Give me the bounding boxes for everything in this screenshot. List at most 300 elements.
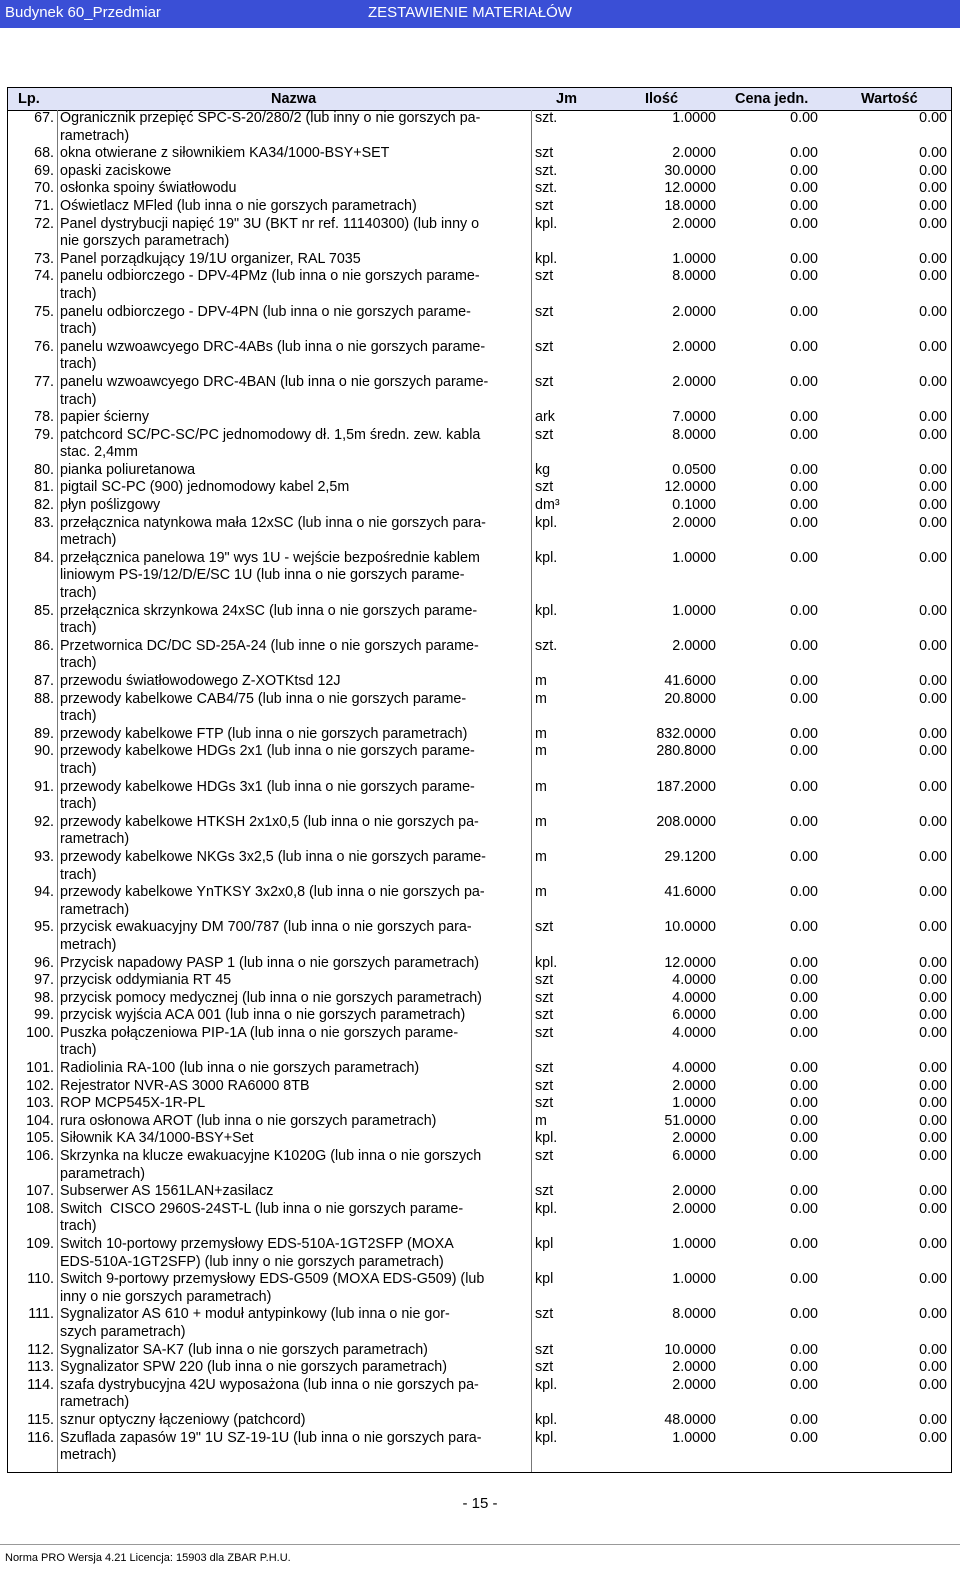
row-unit-price: 0.00 [790,673,818,690]
row-name: rura osłonowa AROT (lub inna o nie gorszych parametrach) [60,1112,437,1129]
table-row [8,110,951,145]
row-quantity: 2.0000 [672,514,716,531]
row-unit-price: 0.00 [790,497,818,514]
row-name: ROP MCP545X-1R-PL [60,1095,206,1112]
row-quantity: 1.0000 [672,602,716,619]
row-unit: m [535,1112,547,1129]
row-lp: 84. [34,549,54,566]
table-row [8,515,951,550]
row-quantity: 187.2000 [656,778,716,795]
row-unit-price: 0.00 [790,1411,818,1428]
row-unit-price: 0.00 [790,514,818,531]
table-row [8,726,951,744]
row-value: 0.00 [919,1271,947,1288]
row-name: okna otwierane z siłownikiem KA34/1000-BSY+SET [60,145,390,162]
row-lp: 100. [26,1024,54,1041]
row-unit: m [535,848,547,865]
table-row [8,972,951,990]
table-row [8,779,951,814]
row-name: przewodu światłowodowego Z-XOTKtsd 12J [60,673,341,690]
row-quantity: 2.0000 [672,1200,716,1217]
table-row [8,1359,951,1377]
row-value: 0.00 [919,1095,947,1112]
table-row [8,409,951,427]
row-lp: 76. [34,338,54,355]
row-value: 0.00 [919,1376,947,1393]
row-quantity: 4.0000 [672,1060,716,1077]
row-unit-price: 0.00 [790,1429,818,1446]
row-name: przewody kabelkowe CAB4/75 (lub inna o nie gorszych parame- trach) [60,690,467,725]
document-title: ZESTAWIENIE MATERIAŁÓW [368,4,572,21]
row-value: 0.00 [919,1411,947,1428]
row-value: 0.00 [919,373,947,390]
row-name: Rejestrator NVR-AS 3000 RA6000 8TB [60,1077,310,1094]
row-quantity: 2.0000 [672,1359,716,1376]
row-lp: 82. [34,497,54,514]
table-row [8,1306,951,1341]
row-value: 0.00 [919,1306,947,1323]
row-value: 0.00 [919,743,947,760]
row-value: 0.00 [919,725,947,742]
footer-text: Norma PRO Wersja 4.21 Licencja: 15903 dla ZBAR P.H.U. [5,1552,291,1564]
row-name: szafa dystrybucyjna 42U wyposażona (lub inna o nie gorszych pa- rametrach) [60,1376,479,1411]
row-name: papier ścierny [60,409,149,426]
row-value: 0.00 [919,426,947,443]
row-lp: 106. [26,1148,54,1165]
table-row [8,304,951,339]
row-unit: szt [535,1024,554,1041]
table-row [8,1342,951,1360]
materials-table [7,87,952,1473]
row-name: panelu wzwoawcyego DRC-4ABs (lub inna o nie gorszych parame- trach) [60,338,486,373]
row-quantity: 4.0000 [672,1024,716,1041]
col-name: Nazwa [271,91,317,107]
row-unit: m [535,813,547,830]
row-unit: szt [535,1007,554,1024]
row-name: Sygnalizator SPW 220 (lub inna o nie gorszych parametrach) [60,1359,448,1376]
row-value: 0.00 [919,1200,947,1217]
row-quantity: 208.0000 [656,813,716,830]
row-unit-price: 0.00 [790,778,818,795]
row-name: panelu wzwoawcyego DRC-4BAN (lub inna o nie gorszych parame- trach) [60,373,489,408]
row-quantity: 2.0000 [672,1130,716,1147]
row-lp: 86. [34,637,54,654]
row-lp: 108. [26,1200,54,1217]
table-row [8,1201,951,1236]
row-lp: 111. [28,1306,54,1323]
row-value: 0.00 [919,1077,947,1094]
table-row [8,990,951,1008]
row-name: Panel porządkujący 19/1U organizer, RAL 7035 [60,250,361,267]
row-unit-price: 0.00 [790,1112,818,1129]
row-quantity: 2.0000 [672,303,716,320]
row-quantity: 12.0000 [664,954,716,971]
row-quantity: 30.0000 [664,162,716,179]
row-unit: szt [535,426,554,443]
row-unit: szt. [535,162,558,179]
row-unit: szt [535,145,554,162]
row-quantity: 4.0000 [672,972,716,989]
row-lp: 90. [34,743,54,760]
table-row [8,955,951,973]
row-quantity: 1.0000 [672,1095,716,1112]
row-name: osłonka spoiny światłowodu [60,180,237,197]
row-quantity: 2.0000 [672,145,716,162]
row-unit-price: 0.00 [790,549,818,566]
row-name: Siłownik KA 34/1000-BSY+Set [60,1130,254,1147]
row-unit-price: 0.00 [790,1306,818,1323]
row-unit-price: 0.00 [790,180,818,197]
row-quantity: 2.0000 [672,215,716,232]
row-unit-price: 0.00 [790,1148,818,1165]
row-unit-price: 0.00 [790,110,818,126]
row-name: Switch CISCO 2960S-24ST-L (lub inna o nie gorszych parame- trach) [60,1200,464,1235]
row-unit: szt [535,1341,554,1358]
col-qty: Ilość [645,91,679,107]
row-value: 0.00 [919,303,947,320]
row-lp: 81. [34,479,54,496]
row-lp: 67. [34,110,54,126]
table-row [8,145,951,163]
row-name: przewody kabelkowe YnTKSY 3x2x0,8 (lub inna o nie gorszych pa- rametrach) [60,884,485,918]
row-unit-price: 0.00 [790,954,818,971]
row-name: przycisk ewakuacyjny DM 700/787 (lub inna o nie gorszych para- metrach) [60,919,472,953]
row-name: Switch 10-portowy przemysłowy EDS-510A-1GT2SFP (MOXA EDS-510A-1GT2SFP) (lub inny o nie gorszych parametrach) [60,1236,454,1270]
row-unit-price: 0.00 [790,250,818,267]
row-quantity: 8.0000 [672,426,716,443]
row-lp: 89. [34,725,54,742]
row-quantity: 2.0000 [672,338,716,355]
row-unit: szt. [535,180,558,197]
row-name: patchcord SC/PC-SC/PC jednomodowy dł. 1,5m średn. zew. kabla stac. 2,4mm [60,426,481,461]
table-row [8,1148,951,1183]
row-quantity: 0.1000 [672,497,716,514]
row-name: Sygnalizator AS 610 + moduł antypinkowy (lub inna o nie gor- szych parametrach) [60,1306,450,1340]
row-lp: 80. [34,461,54,478]
table-row [8,814,951,849]
row-value: 0.00 [919,989,947,1006]
row-lp: 114. [27,1376,54,1393]
row-value: 0.00 [919,162,947,179]
row-unit: szt. [535,637,558,654]
row-lp: 96. [34,954,54,971]
table-row [8,884,951,919]
row-name: panelu odbiorczego - DPV-4PMz (lub inna o nie gorszych parame- trach) [60,268,480,302]
row-value: 0.00 [919,673,947,690]
row-lp: 69. [34,162,54,179]
row-quantity: 7.0000 [672,409,716,426]
row-unit-price: 0.00 [790,268,818,285]
row-name: Puszka połączeniowa PIP-1A (lub inna o nie gorszych parame- trach) [60,1024,459,1059]
row-unit: szt [535,479,554,496]
row-lp: 113. [27,1359,54,1376]
row-unit-price: 0.00 [790,303,818,320]
row-quantity: 1.0000 [672,549,716,566]
row-name: Radiolinia RA-100 (lub inna o nie gorszych parametrach) [60,1060,420,1077]
row-quantity: 280.8000 [656,743,716,760]
table-row [8,339,951,374]
row-unit: szt [535,268,554,285]
row-lp: 99. [34,1007,54,1024]
row-value: 0.00 [919,602,947,619]
col-lp: Lp. [18,91,40,107]
table-row [8,1236,951,1271]
row-quantity: 20.8000 [664,690,716,707]
row-name: pianka poliuretanowa [60,461,196,478]
row-unit: m [535,884,547,901]
row-quantity: 2.0000 [672,373,716,390]
row-unit-price: 0.00 [790,743,818,760]
row-lp: 93. [34,848,54,865]
table-row [8,427,951,462]
row-unit-price: 0.00 [790,1007,818,1024]
row-quantity: 41.6000 [664,884,716,901]
table-row [8,198,951,216]
row-unit: m [535,778,547,795]
row-lp: 91. [34,778,54,795]
row-unit-price: 0.00 [790,1024,818,1041]
table-row [8,268,951,303]
row-lp: 95. [34,919,54,936]
row-unit-price: 0.00 [790,373,818,390]
table-row [8,251,951,269]
row-name: Skrzynka na klucze ewakuacyjne K1020G (lub inna o nie gorszych parametrach) [60,1148,482,1182]
row-name: przewody kabelkowe FTP (lub inna o nie gorszych parametrach) [60,725,468,742]
row-quantity: 2.0000 [672,1376,716,1393]
row-value: 0.00 [919,690,947,707]
row-value: 0.00 [919,1341,947,1358]
table-row [8,1078,951,1096]
row-unit-price: 0.00 [790,1095,818,1112]
row-lp: 88. [34,690,54,707]
table-row [8,1060,951,1078]
row-lp: 98. [34,989,54,1006]
row-value: 0.00 [919,197,947,214]
row-value: 0.00 [919,215,947,232]
row-lp: 94. [34,884,54,901]
row-unit: kpl. [535,549,558,566]
row-name: Panel dystrybucji napięć 19" 3U (BKT nr ref. 11140300) (lub inny o nie gorszych parametrach) [60,215,480,250]
table-header [8,88,951,111]
row-value: 0.00 [919,549,947,566]
table-row [8,1095,951,1113]
row-lp: 101. [26,1060,54,1077]
row-unit-price: 0.00 [790,972,818,989]
row-quantity: 4.0000 [672,989,716,1006]
row-name: Oświetlacz MFled (lub inna o nie gorszych parametrach) [60,197,417,214]
table-row [8,849,951,884]
row-lp: 105. [26,1130,54,1147]
row-value: 0.00 [919,637,947,654]
row-value: 0.00 [919,338,947,355]
row-unit: kpl. [535,1429,558,1446]
row-unit: m [535,725,547,742]
row-lp: 74. [34,268,54,285]
row-lp: 85. [34,602,54,619]
table-row [8,603,951,638]
row-quantity: 1.0000 [672,110,716,126]
row-quantity: 832.0000 [656,725,716,742]
table-row [8,919,951,954]
row-name: przełącznica skrzynkowa 24xSC (lub inna o nie gorszych parame- trach) [60,602,478,637]
row-lp: 70. [34,180,54,197]
row-value: 0.00 [919,778,947,795]
row-unit: m [535,743,547,760]
row-value: 0.00 [919,497,947,514]
row-quantity: 18.0000 [664,197,716,214]
document-name: Budynek 60_Przedmiar [5,4,161,21]
row-lp: 75. [34,303,54,320]
row-unit-price: 0.00 [790,461,818,478]
row-unit: szt [535,972,554,989]
row-unit: kpl. [535,1200,558,1217]
table-row [8,550,951,603]
row-value: 0.00 [919,1429,947,1446]
row-unit: kg [535,461,551,478]
row-unit: kpl. [535,1376,558,1393]
row-unit: kpl. [535,602,558,619]
row-unit-price: 0.00 [790,162,818,179]
row-unit: ark [535,409,555,426]
row-unit: szt [535,1359,554,1376]
row-name: przewody kabelkowe HDGs 3x1 (lub inna o nie gorszych parame- trach) [60,778,475,813]
table-row [8,673,951,691]
row-quantity: 12.0000 [664,180,716,197]
row-quantity: 2.0000 [672,637,716,654]
row-name: Subserwer AS 1561LAN+zasilacz [60,1183,274,1200]
row-lp: 87. [34,673,54,690]
row-unit-price: 0.00 [790,197,818,214]
table-body [8,110,951,1465]
row-quantity: 12.0000 [664,479,716,496]
table-row [8,1412,951,1430]
row-unit-price: 0.00 [790,1130,818,1147]
table-row [8,1430,951,1465]
row-lp: 102. [26,1077,54,1094]
row-quantity: 1.0000 [672,1271,716,1288]
row-unit: szt [535,1306,554,1323]
row-unit: dm³ [535,497,560,514]
row-unit-price: 0.00 [790,813,818,830]
row-value: 0.00 [919,1112,947,1129]
row-quantity: 6.0000 [672,1148,716,1165]
row-lp: 73. [34,250,54,267]
row-lp: 103. [26,1095,54,1112]
row-name: sznur optyczny łączeniowy (patchcord) [60,1411,306,1428]
row-unit-price: 0.00 [790,848,818,865]
row-quantity: 6.0000 [672,1007,716,1024]
row-unit-price: 0.00 [790,426,818,443]
row-name: płyn poślizgowy [60,497,161,514]
row-name: opaski zaciskowe [60,162,172,179]
row-unit: kpl. [535,1130,558,1147]
row-unit-price: 0.00 [790,409,818,426]
row-value: 0.00 [919,1130,947,1147]
row-lp: 92. [34,813,54,830]
row-unit-price: 0.00 [790,919,818,936]
row-unit-price: 0.00 [790,1341,818,1358]
table-row [8,180,951,198]
row-name: przycisk wyjścia ACA 001 (lub inna o nie gorszych parametrach) [60,1007,466,1024]
row-unit: m [535,673,547,690]
row-lp: 104. [26,1112,54,1129]
row-quantity: 1.0000 [672,1429,716,1446]
row-name: pigtail SC-PC (900) jednomodowy kabel 2,5m [60,479,350,496]
row-value: 0.00 [919,110,947,126]
row-lp: 78. [34,409,54,426]
row-unit-price: 0.00 [790,884,818,901]
row-name: panelu odbiorczego - DPV-4PN (lub inna o nie gorszych parame- trach) [60,303,471,338]
row-lp: 109. [26,1236,54,1253]
row-unit: szt [535,338,554,355]
row-unit-price: 0.00 [790,1271,818,1288]
row-quantity: 8.0000 [672,1306,716,1323]
row-value: 0.00 [919,514,947,531]
row-unit: szt [535,373,554,390]
row-name: przewody kabelkowe HDGs 2x1 (lub inna o nie gorszych parame- trach) [60,743,475,777]
row-unit-price: 0.00 [790,602,818,619]
row-lp: 68. [34,145,54,162]
table-row [8,743,951,778]
row-name: Przetwornica DC/DC SD-25A-24 (lub inne o nie gorszych parame- trach) [60,637,479,672]
row-name: Ogranicznik przepięć SPC-S-20/280/2 (lub inny o nie gorszych pa- rametrach) [60,110,481,144]
row-unit: szt [535,1060,554,1077]
row-name: przycisk pomocy medycznej (lub inna o nie gorszych parametrach) [60,989,482,1006]
row-unit: szt [535,1148,554,1165]
row-unit: szt [535,1183,554,1200]
row-quantity: 1.0000 [672,1236,716,1253]
row-unit: kpl. [535,514,558,531]
row-lp: 77. [34,373,54,390]
row-value: 0.00 [919,1236,947,1253]
row-unit: kpl. [535,1411,558,1428]
row-value: 0.00 [919,1007,947,1024]
row-name: Przycisk napadowy PASP 1 (lub inna o nie gorszych parametrach) [60,954,480,971]
row-quantity: 10.0000 [664,919,716,936]
row-unit-price: 0.00 [790,989,818,1006]
table-row [8,163,951,181]
table-row [8,1113,951,1131]
row-quantity: 8.0000 [672,268,716,285]
row-lp: 71. [34,197,54,214]
table-row [8,1183,951,1201]
row-unit: szt [535,1095,554,1112]
row-unit-price: 0.00 [790,1183,818,1200]
row-name: przełącznica natynkowa mała 12xSC (lub inna o nie gorszych para- metrach) [60,514,486,549]
row-unit-price: 0.00 [790,1236,818,1253]
row-unit-price: 0.00 [790,1077,818,1094]
row-unit: kpl. [535,954,558,971]
row-value: 0.00 [919,919,947,936]
row-unit: kpl. [535,250,558,267]
row-lp: 112. [27,1341,54,1358]
row-unit: szt [535,197,554,214]
row-value: 0.00 [919,145,947,162]
table-row [8,497,951,515]
row-unit-price: 0.00 [790,215,818,232]
row-value: 0.00 [919,1148,947,1165]
row-name: przycisk oddymiania RT 45 [60,972,232,989]
table-row [8,374,951,409]
row-value: 0.00 [919,1359,947,1376]
col-value: Wartość [861,91,918,107]
row-unit: szt [535,919,554,936]
table-row [8,1130,951,1148]
row-lp: 110. [27,1271,54,1288]
row-value: 0.00 [919,461,947,478]
row-value: 0.00 [919,884,947,901]
row-value: 0.00 [919,813,947,830]
